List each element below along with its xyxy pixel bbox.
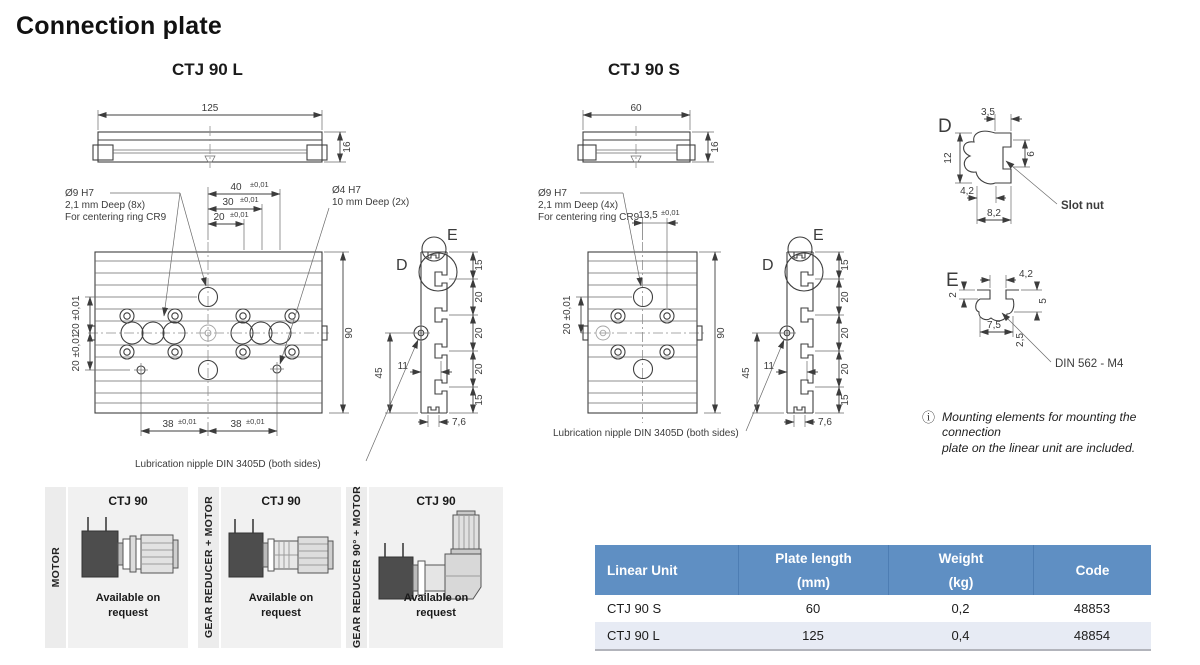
note-line2: plate on the linear unit are included. (942, 440, 1136, 455)
cell-unit: CTJ 90 S (607, 601, 662, 616)
lube-note-text: Lubrication nipple DIN 3405D (both sides) (135, 459, 321, 470)
hole-note-s-line1: Ø9 H7 (538, 188, 567, 199)
option-availability: Available on request (248, 592, 314, 619)
cell-weight: 0,4 (951, 628, 970, 643)
dim-2-5: 2,5 (1015, 333, 1026, 347)
dim-20-tol: ±0,01 (230, 210, 249, 219)
dim-11-s: 11 (763, 361, 774, 372)
dim-left-20b: 20 ±0,01 (71, 332, 82, 372)
slot-nut-shape (964, 131, 1011, 184)
dim-7-6-s: 7,6 (818, 417, 832, 428)
option-angled-gear-motor (346, 487, 503, 648)
slot-e-shape (976, 290, 1019, 321)
ctj90l-holes (120, 288, 299, 380)
dim-4-2: 4,2 (960, 186, 974, 197)
table-row (595, 622, 1151, 651)
option-motor (45, 487, 188, 648)
ctj90s-drawing (520, 90, 860, 480)
lube-note-text-s: Lubrication nipple DIN 3405D (both sides) (553, 428, 739, 439)
drawing-title-ctj90l: CTJ 90 L (172, 60, 243, 79)
header-line1: Code (1075, 562, 1110, 578)
dim-20: 20 (213, 212, 225, 223)
ctj90l-lube-note (135, 340, 418, 470)
dim-5: 5 (1038, 298, 1049, 304)
option-box-motor (68, 487, 188, 648)
motor-illustration (76, 513, 181, 588)
note-line1: Mounting elements for mounting the connection (942, 410, 1137, 440)
hole-note-line3: For centering ring CR9 (65, 212, 167, 223)
option-product: CTJ 90 (416, 494, 456, 508)
dim-7-5: 7,5 (987, 320, 1001, 331)
dim-38a-tol: ±0,01 (178, 417, 197, 426)
dim-4-2-e: 4,2 (1019, 269, 1033, 280)
ctj90l-height-dim (324, 252, 355, 413)
ctj90s-side-view (741, 227, 851, 428)
hole-note-line2: 2,1 mm Deep (8x) (65, 200, 146, 211)
chain-15a: 15 (474, 259, 485, 271)
slot-nut-callout (1006, 161, 1104, 212)
dim-12: 12 (943, 152, 954, 164)
dim-90: 90 (344, 327, 355, 339)
dim-13-5: 13,5 (638, 210, 658, 221)
dim-38a: 38 (162, 419, 174, 430)
slot-nut-label: Slot nut (1061, 200, 1104, 212)
chain-20b: 20 (474, 327, 485, 339)
ctj90l-side-dims (374, 252, 485, 428)
dim-38b-tol: ±0,01 (246, 417, 265, 426)
dim-7-6: 7,6 (452, 417, 466, 428)
ctj90l-bottom-dims (141, 376, 277, 436)
strip-label: GEAR REDUCER 90° + MOTOR (350, 486, 363, 649)
ctj90s-side-dims (741, 252, 851, 428)
info-icon: ⓘ (922, 410, 936, 425)
hole-note-line1: Ø9 H7 (65, 188, 94, 199)
ctj90l-top-view (93, 103, 353, 168)
cell-code: 48853 (1073, 601, 1111, 616)
spec-table (595, 545, 1151, 651)
ctj90s-135-dim (632, 208, 680, 308)
chain-20c-s: 20 (840, 363, 851, 375)
cell-length: 125 (802, 628, 824, 643)
detail-e-view (920, 250, 1200, 385)
detail-e-marker: E (447, 227, 458, 244)
header-line2: (kg) (948, 574, 974, 590)
ctj90l-groove-lines (95, 261, 322, 403)
dim-2: 2 (948, 292, 959, 298)
chain-20a: 20 (474, 291, 485, 303)
dim-13-5-tol: ±0,01 (661, 208, 680, 217)
header-line1: Plate length (775, 550, 852, 566)
ctj90s-height-dim (699, 252, 727, 413)
option-gear-motor (198, 487, 341, 648)
chain-20a-s: 20 (840, 291, 851, 303)
hole-note2-line1: Ø4 H7 (332, 185, 361, 196)
dim-30-tol: ±0,01 (240, 195, 259, 204)
hole-note-s-line2: 2,1 mm Deep (4x) (538, 200, 619, 211)
header-line1: Weight (938, 550, 984, 566)
option-strip-motor (45, 487, 66, 648)
option-availability: Available on request (403, 592, 469, 619)
drawing-title-ctj90s: CTJ 90 S (608, 60, 680, 79)
chain-20b-s: 20 (840, 327, 851, 339)
dim-plate-length-s: 60 (630, 103, 642, 114)
cell-unit: CTJ 90 L (607, 628, 660, 643)
dim-left-20-s: 20 ±0,01 (562, 295, 573, 335)
detail-d-label: D (938, 116, 952, 137)
option-availability: Available on request (95, 592, 161, 619)
dim-38b: 38 (230, 419, 242, 430)
option-box-angled-gear-motor (369, 487, 503, 648)
dim-40-tol: ±0,01 (250, 180, 269, 189)
strip-label: MOTOR (49, 547, 62, 588)
dim-left-20a: 20 ±0,01 (71, 295, 82, 335)
dim-45: 45 (374, 367, 385, 379)
dim-11: 11 (397, 361, 408, 372)
dim-6: 6 (1026, 151, 1037, 157)
header-line1: Linear Unit (607, 562, 678, 578)
ctj90l-front-view (65, 180, 409, 436)
dim-30: 30 (222, 197, 234, 208)
detail-d-dims (943, 107, 1037, 224)
header-line2: (mm) (797, 574, 830, 590)
ctj90l-top-dims (208, 180, 280, 250)
gear-motor-drawing (229, 519, 333, 577)
chain-15a-s: 15 (840, 259, 851, 271)
detail-e-dims (948, 269, 1049, 347)
dim-plate-thickness: 16 (342, 141, 353, 153)
ctj90l-drawing (40, 90, 510, 480)
option-box-gear-motor (221, 487, 341, 648)
table-row (595, 595, 1151, 622)
option-strip-angled-gear-motor (346, 487, 367, 648)
gear-motor-illustration (225, 513, 337, 588)
table-header-row (595, 545, 1151, 595)
ctj90s-top-view (578, 103, 721, 168)
chain-15b-s: 15 (840, 394, 851, 406)
chain-20c: 20 (474, 363, 485, 375)
dim-3-5: 3,5 (981, 107, 995, 118)
cell-code: 48854 (1073, 628, 1111, 643)
cell-length: 60 (805, 601, 821, 616)
mounting-note (922, 410, 1184, 456)
col-header-linear-unit (595, 545, 738, 595)
page-title: Connection plate (16, 12, 222, 40)
ctj90l-side-view (374, 227, 485, 428)
dim-40: 40 (230, 182, 242, 193)
angled-gear-motor-drawing (379, 511, 481, 599)
ctj90s-front-view (538, 188, 727, 423)
ctj90s-hole-note (538, 188, 641, 286)
dim-plate-thickness-s: 16 (710, 141, 721, 153)
dim-8-2: 8,2 (987, 208, 1001, 219)
option-strip-gear-motor (198, 487, 219, 648)
col-header-plate-length (738, 545, 888, 595)
detail-d-marker-s: D (762, 257, 774, 274)
detail-e-marker-s: E (813, 227, 824, 244)
dim-plate-length: 125 (201, 103, 219, 114)
detail-d-view (920, 100, 1200, 240)
option-product: CTJ 90 (261, 494, 301, 508)
col-header-weight (888, 545, 1033, 595)
dim-90-s: 90 (716, 327, 727, 339)
detail-d-marker: D (396, 257, 408, 274)
hole-note2-line2: 10 mm Deep (2x) (332, 197, 410, 208)
motor-options (45, 487, 503, 648)
din-label: DIN 562 - M4 (1055, 358, 1124, 370)
motor-drawing (82, 517, 178, 577)
cell-weight: 0,2 (951, 601, 970, 616)
strip-label: GEAR REDUCER + MOTOR (202, 496, 215, 639)
hole-note-s-line3: For centering ring CR9 (538, 212, 640, 223)
dim-45-s: 45 (741, 367, 752, 379)
detail-e-label: E (946, 270, 959, 291)
col-header-code (1033, 545, 1151, 595)
chain-15b: 15 (474, 394, 485, 406)
option-product: CTJ 90 (108, 494, 148, 508)
